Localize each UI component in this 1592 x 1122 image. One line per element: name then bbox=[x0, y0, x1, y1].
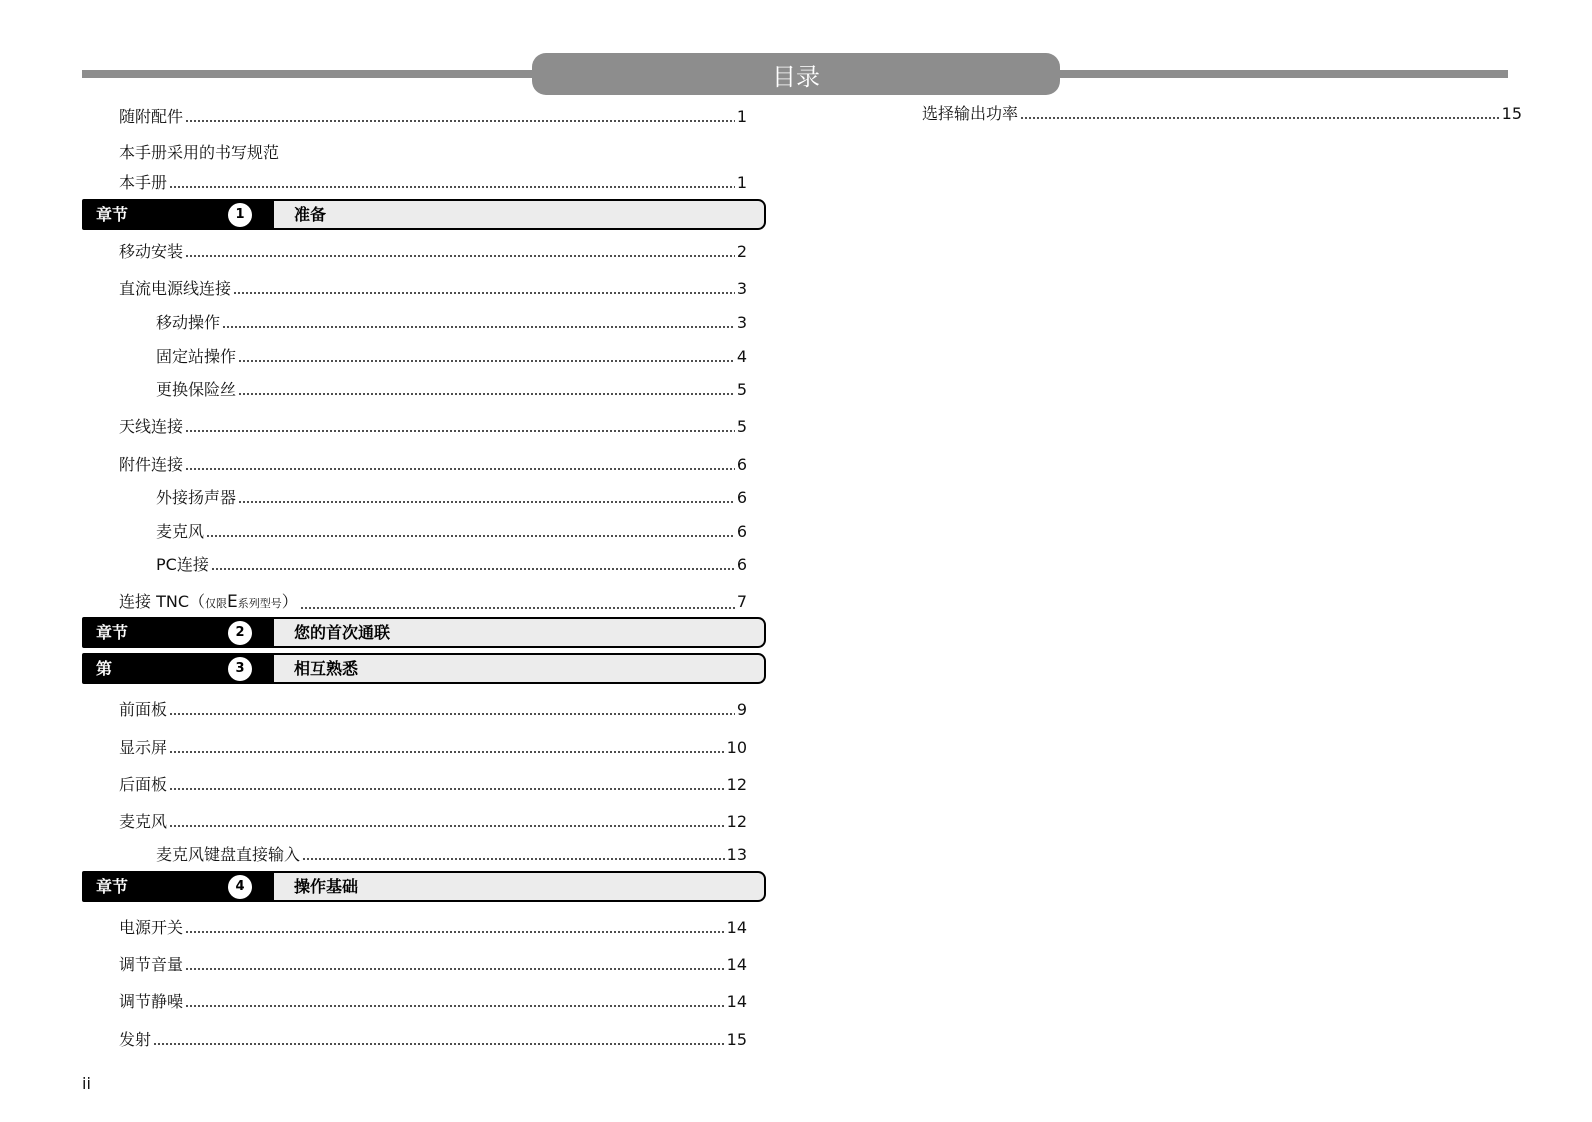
toc-entry-label: 电源开关 bbox=[119, 918, 184, 937]
dot-leader bbox=[222, 325, 735, 329]
chapter-banner-3 bbox=[82, 653, 766, 684]
header-title-pill bbox=[532, 53, 1060, 95]
toc-entry-label: 附件连接 bbox=[119, 455, 184, 474]
toc-entry[interactable] bbox=[119, 774, 747, 796]
toc-entry-label: 外接扬声器 bbox=[156, 488, 237, 507]
toc-entry-page: 13 bbox=[726, 845, 747, 864]
toc-entry-page: 14 bbox=[726, 955, 747, 974]
dot-leader bbox=[169, 750, 725, 754]
toc-entry[interactable] bbox=[119, 416, 747, 438]
toc-entry[interactable] bbox=[119, 811, 747, 833]
toc-entry-page: 12 bbox=[726, 812, 747, 831]
toc-entry-page: 3 bbox=[736, 279, 747, 298]
toc-entry-label: 移动操作 bbox=[156, 313, 221, 332]
chapter-word: 第 bbox=[96, 659, 113, 678]
toc-section-heading bbox=[119, 142, 279, 164]
chapter-banner-1 bbox=[82, 199, 766, 230]
dot-leader bbox=[211, 567, 735, 571]
toc-entry-label: 后面板 bbox=[119, 775, 168, 794]
dot-leader bbox=[302, 857, 725, 861]
chapter-title-bar bbox=[271, 199, 766, 230]
page-title: 目录 bbox=[772, 62, 820, 91]
chapter-word: 章节 bbox=[96, 877, 129, 896]
toc-entry-label: 选择输出功率 bbox=[922, 104, 1019, 123]
toc-entry-page: 2 bbox=[736, 242, 747, 261]
dot-leader bbox=[169, 712, 735, 716]
toc-entry-label: 麦克风 bbox=[119, 812, 168, 831]
dot-leader bbox=[300, 606, 735, 610]
toc-entry-label: 麦克风键盘直接输入 bbox=[156, 845, 301, 864]
toc-entry[interactable] bbox=[119, 699, 747, 721]
chapter-title: 操作基础 bbox=[294, 877, 359, 896]
toc-entry-label: 发射 bbox=[119, 1030, 152, 1049]
dot-leader bbox=[185, 467, 735, 471]
chapter-banner-2 bbox=[82, 617, 766, 648]
toc-subentry[interactable] bbox=[156, 312, 747, 334]
toc-entry-page: 1 bbox=[736, 173, 747, 192]
toc-entry-label bbox=[119, 591, 298, 615]
toc-label-main: 连接 TNC（ bbox=[119, 592, 206, 611]
dot-leader bbox=[153, 1042, 725, 1046]
toc-subentry[interactable] bbox=[156, 379, 747, 401]
dot-leader bbox=[238, 500, 735, 504]
toc-entry-page: 12 bbox=[726, 775, 747, 794]
dot-leader bbox=[233, 291, 735, 295]
dot-leader bbox=[185, 1004, 725, 1008]
chapter-number-badge: 1 bbox=[228, 203, 252, 227]
toc-entry[interactable] bbox=[119, 106, 747, 128]
dot-leader bbox=[169, 787, 725, 791]
toc-entry-page: 6 bbox=[736, 488, 747, 507]
toc-entry-page: 3 bbox=[736, 313, 747, 332]
toc-heading-label: 本手册采用的书写规范 bbox=[119, 143, 280, 162]
dot-leader bbox=[206, 534, 735, 538]
toc-entry-page: 6 bbox=[736, 522, 747, 541]
toc-label-series-letter: E bbox=[227, 592, 238, 612]
toc-entry-page: 4 bbox=[736, 347, 747, 366]
dot-leader bbox=[185, 967, 725, 971]
toc-entry-label: 天线连接 bbox=[119, 417, 184, 436]
toc-entry[interactable] bbox=[119, 917, 747, 939]
toc-entry-page: 15 bbox=[726, 1030, 747, 1049]
toc-entry-label: 调节静噪 bbox=[119, 992, 184, 1011]
chapter-word: 章节 bbox=[96, 623, 129, 642]
dot-leader bbox=[238, 359, 735, 363]
dot-leader bbox=[185, 930, 725, 934]
toc-entry[interactable] bbox=[922, 103, 1522, 125]
toc-entry-label: 固定站操作 bbox=[156, 347, 237, 366]
toc-entry-label: 显示屏 bbox=[119, 738, 168, 757]
chapter-word: 章节 bbox=[96, 205, 129, 224]
toc-entry-page: 5 bbox=[736, 380, 747, 399]
toc-subentry[interactable] bbox=[156, 346, 747, 368]
toc-entry-page: 14 bbox=[726, 918, 747, 937]
chapter-title: 准备 bbox=[294, 205, 327, 224]
toc-entry-page: 14 bbox=[726, 992, 747, 1011]
toc-label-close: ） bbox=[281, 592, 298, 611]
toc-entry-label: 随附配件 bbox=[119, 107, 184, 126]
dot-leader bbox=[185, 429, 735, 433]
toc-entry[interactable] bbox=[119, 954, 747, 976]
chapter-title: 相互熟悉 bbox=[294, 659, 359, 678]
toc-entry-label: PC连接 bbox=[156, 555, 209, 574]
toc-entry[interactable] bbox=[119, 172, 747, 194]
toc-entry[interactable] bbox=[119, 241, 747, 263]
chapter-title: 您的首次通联 bbox=[294, 623, 391, 642]
toc-entry-label: 直流电源线连接 bbox=[119, 279, 232, 298]
toc-entry[interactable] bbox=[119, 591, 747, 615]
toc-entry-label: 麦克风 bbox=[156, 522, 205, 541]
dot-leader bbox=[169, 185, 735, 189]
toc-entry-page: 9 bbox=[736, 700, 747, 719]
toc-entry-page: 1 bbox=[736, 107, 747, 126]
toc-entry[interactable] bbox=[119, 454, 747, 476]
toc-entry-label: 本手册 bbox=[119, 173, 168, 192]
toc-entry[interactable] bbox=[119, 991, 747, 1013]
toc-subentry[interactable] bbox=[156, 487, 747, 509]
footer-page-number: ii bbox=[82, 1074, 91, 1093]
toc-entry-page: 6 bbox=[736, 455, 747, 474]
toc-label-note-end: 系列型号 bbox=[237, 597, 282, 610]
toc-subentry[interactable] bbox=[156, 554, 747, 576]
dot-leader bbox=[238, 392, 735, 396]
toc-subentry[interactable] bbox=[156, 521, 747, 543]
toc-entry-page: 10 bbox=[726, 738, 747, 757]
toc-entry[interactable] bbox=[119, 1029, 747, 1051]
toc-entry-page: 5 bbox=[736, 417, 747, 436]
dot-leader bbox=[185, 254, 735, 258]
toc-subentry[interactable] bbox=[156, 844, 747, 866]
toc-entry-label: 移动安装 bbox=[119, 242, 184, 261]
chapter-number-badge: 2 bbox=[228, 621, 252, 645]
toc-entry-page: 7 bbox=[736, 592, 747, 611]
dot-leader bbox=[185, 119, 735, 123]
dot-leader bbox=[1020, 116, 1500, 120]
toc-entry[interactable] bbox=[119, 278, 747, 300]
toc-entry-label: 前面板 bbox=[119, 700, 168, 719]
chapter-number-badge: 3 bbox=[228, 657, 252, 681]
dot-leader bbox=[169, 824, 725, 828]
toc-entry[interactable] bbox=[119, 737, 747, 759]
chapter-number-badge: 4 bbox=[228, 875, 252, 899]
toc-entry-label: 调节音量 bbox=[119, 955, 184, 974]
chapter-banner-4 bbox=[82, 871, 766, 902]
toc-entry-label: 更换保险丝 bbox=[156, 380, 237, 399]
toc-entry-page: 15 bbox=[1501, 104, 1522, 123]
toc-label-note: 仅限 bbox=[205, 597, 228, 610]
toc-entry-page: 6 bbox=[736, 555, 747, 574]
